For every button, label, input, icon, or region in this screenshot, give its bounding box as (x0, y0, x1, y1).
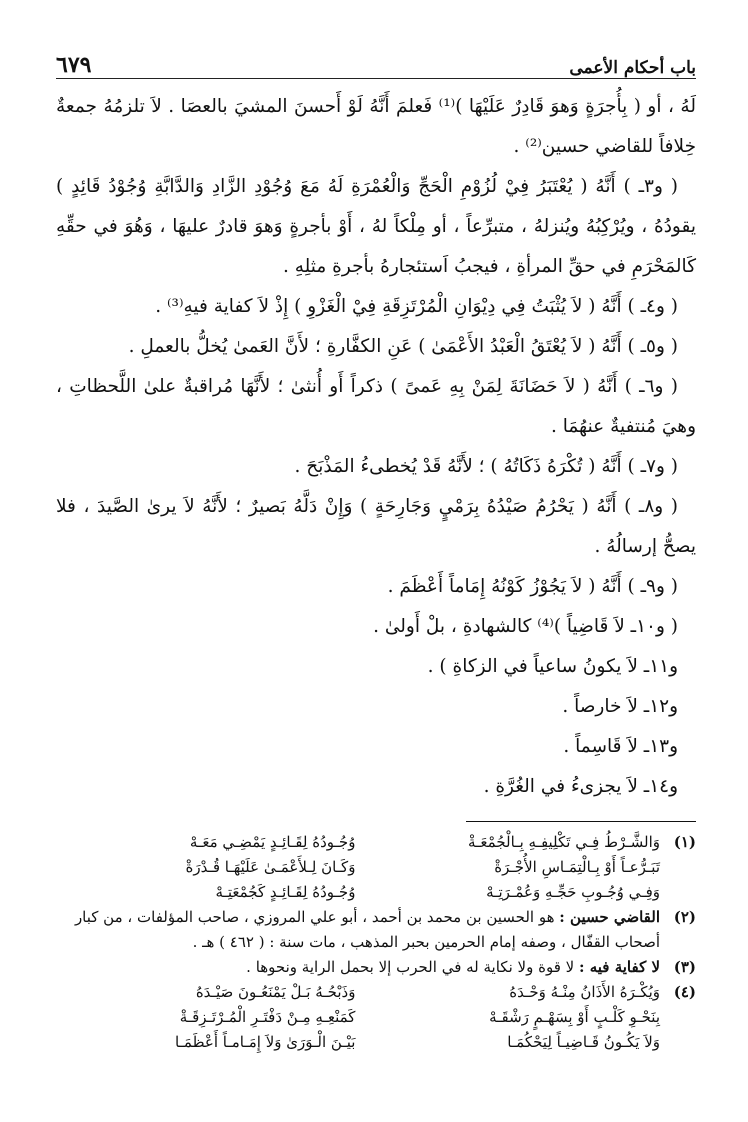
paragraph: ( و٥ـ ) أَنَّهُ ( لاَ يُعْتَقُ الْعَبْدُ الأَعْمَىٰ ) عَنِ الكفَّارةِ ؛ لأَنَّ العَمىٰ يُخلُّ بالعملِ . (128, 336, 678, 357)
verse-line (56, 830, 660, 855)
hemistich: وَفِـي وُجُـوبِ حَجِّـهِ وَعُمْـرَتِـهْ (486, 883, 660, 901)
footnote-2 (56, 905, 696, 955)
page (56, 44, 696, 1055)
verse-line (56, 880, 660, 905)
footnote-lead: القاضي حسين : (559, 908, 660, 926)
hemistich: وُجُـودُهُ لِقَـائِـدٍ كَجُمْعَتِـهْ (215, 883, 356, 901)
footnote-content: لا قوة ولا نكاية له في الحرب إلا بحمل الراية ونحوها . (246, 958, 575, 976)
main-text (56, 87, 696, 807)
verse-line (56, 980, 660, 1005)
footnote-1 (56, 830, 696, 905)
footnote-number: (٣) (673, 958, 696, 976)
footnote-text (56, 905, 660, 955)
footnote-text (56, 955, 660, 980)
paragraph: و١١ـ لاَ يكونُ ساعياً في الزكاةِ ) . (427, 656, 678, 677)
footnote-3 (56, 955, 696, 980)
hemistich: وَكَـانَ لِـلأَعْمَـىٰ عَلَيْهَـا قُـدْرَةْ (185, 858, 356, 876)
paragraph: ( و٣ـ ) أَنَّهُ ( يُعْتَبَرُ فِيْ لُزُوْمِ الْحَجِّ وَالْعُمْرَةِ لَهُ مَعَ وُجُوْدِ الزَّادِ وَالدَّابَّةِ وُجُوْدُ قَائِدٍ ) يقودُهُ ، ويُرْكِبُهُ ويُنزلهُ ، متبرِّعاً ، أو مِلْكاً لهُ ، أَوْ بأجرةٍ وَهوَ قادرٌ عليهَا ، وَهُوَ في حقِّهِ كَالمَحْرَمِ في حقِّ المرأةِ ، فيجبُ اَستئجارهُ بأجرةِ مثلِهِ . (56, 176, 696, 277)
page-number: ٦٧٩ (56, 52, 92, 78)
verse-line (56, 1030, 660, 1055)
footnote-number: (١) (673, 833, 696, 851)
paragraph: ( و٤ـ ) أَنَّهُ ( لاَ يُثْبَتُ فِي دِيْوَانِ الْمُرْتَزِقَةِ فِيْ الْغَزْوِ ) إِذْ لاَ كفاية فيهِ⁽³⁾ . (155, 296, 678, 317)
paragraph: ( و١٠ـ لاَ قَاضِياً )⁽⁴⁾ كالشهادةِ ، بلْ أَولىٰ . (373, 616, 678, 637)
footnote-content: هو الحسين بن محمد بن أحمد ، أبو علي المروزي ، صاحب المؤلفات ، من كبار أصحاب القفّال ، وصفه إمام الحرمين بحبر المذهب ، مات سنة : ( ٤٦٢ ) هـ . (74, 908, 660, 951)
footnote-verses (56, 830, 660, 905)
hemistich: وَذَبْحُـهُ بَـلْ يَمْنَعُـونَ صَيْـدَهُ (195, 983, 356, 1001)
verse-line (56, 1005, 660, 1030)
hemistich: تَبَـرُّعـاً أَوْ بِـالْتِمَـاسِ الأُجْـرَةْ (494, 858, 660, 876)
paragraph: لَهُ ، أو ( بِأُجرَةٍ وَهوَ قَادِرٌ عَلَيْهَا )⁽¹⁾ فَعلمَ أَنَّهُ لَوْ أَحسنَ المشيَ بالعصَا . لاَ تلزمُهُ جمعةٌ خِلافاً للقاضي حسين⁽²⁾ . (56, 96, 696, 157)
hemistich: كَمَنْعِـهِ مِـنْ دَفْتَـرِ الْمُـرْتَـزِقَـةْ (179, 1008, 356, 1026)
hemistich: وَلاَ يَكُـونُ قَـاضِيـاً لِيَحْكُمَـا (507, 1033, 660, 1051)
hemistich: وُجُـودُهُ لِقَـائِـدٍ يَمْضِـي مَعَـهْ (189, 833, 356, 851)
hemistich: بِنَحْـوِ كَلْـبٍ أَوْ بِسَهْـمٍ رَشْقَـهْ (489, 1008, 660, 1026)
verse-line (56, 855, 660, 880)
footnote-verses (56, 980, 660, 1055)
paragraph: و١٣ـ لاَ قَاسِماً . (563, 736, 678, 757)
paragraph: و١٤ـ لاَ يجزىءُ في الغُرَّةِ . (483, 776, 678, 797)
paragraph: ( و٧ـ ) أَنَّهُ ( تُكْرَهُ ذَكَاتُهُ ) ؛ لأَنَّهُ قَدْ يُخطىءُ المَذْبَحَ . (294, 456, 678, 477)
footnote-lead: لا كفاية فيه : (578, 958, 660, 976)
paragraph: ( و٨ـ ) أَنَّهُ ( يَحْرُمُ صَيْدُهُ بِرَمْيٍ وَجَارِحَةٍ ) وَإِنْ دَلَّهُ بَصيرٌ ؛ لأَنَّهُ لاَ يرىٰ الصَّيدَ ، فلا يصحُّ إرسالُهُ . (56, 496, 696, 557)
page-header (56, 44, 696, 79)
paragraph: ( و٦ـ ) أَنَّهُ ( لاَ حَضَانَةَ لِمَنْ بِهِ عَمىً ) ذكراً أَو أُنثىٰ ؛ لأَنَّهَا مُراقبةٌ علىٰ اللَّحظاتِ ، وهيَ مُنتفيةٌ عنهُمَا . (56, 376, 696, 437)
footnote-number: (٢) (673, 908, 696, 926)
footnote-number: (٤) (673, 983, 696, 1001)
footnotes (56, 830, 696, 1055)
paragraph: ( و٩ـ ) أَنَّهُ ( لاَ يَجُوْزُ كَوْنُهُ إِمَاماً أَعْظَمَ . (387, 576, 678, 597)
hemistich: وَالشَّـرْطُ فِـي تَكْلِيفِـهِ بِـالْجُمْعَـةْ (468, 833, 660, 851)
footnote-divider (466, 821, 696, 822)
hemistich: بَيْـنَ الْـوَرَىٰ وَلاَ إِمَـامـاً أَعْظَمَـا (174, 1033, 356, 1051)
running-title: باب أحكام الأعمى (569, 58, 696, 78)
paragraph: و١٢ـ لاَ خارصاً . (562, 696, 678, 717)
hemistich: وَيُكْـرَهُ الأَذَانُ مِنْـهُ وَحْـدَهُ (509, 983, 660, 1001)
footnote-4 (56, 980, 696, 1055)
